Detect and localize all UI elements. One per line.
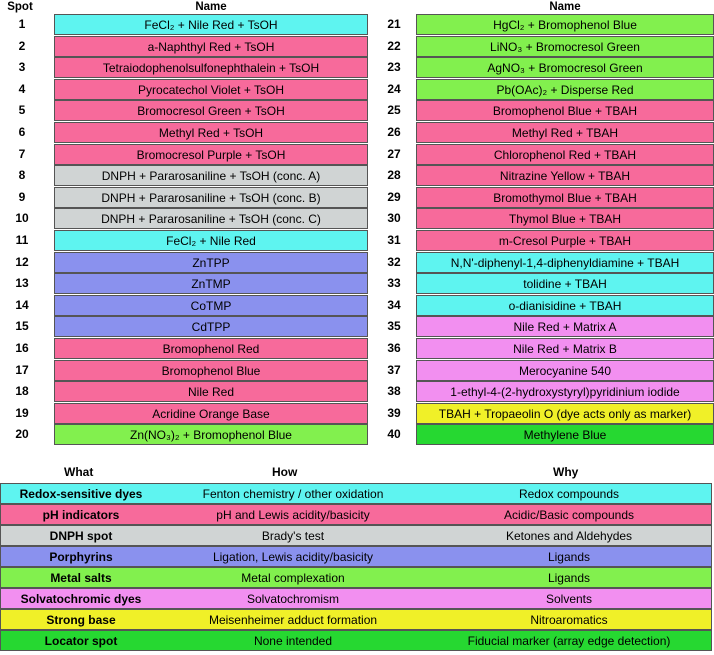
spot-number: 30 [387, 211, 401, 226]
legend-row [0, 504, 712, 525]
legend-why: Ligands [547, 571, 591, 585]
spot-name: Bromothymol Blue + TBAH [416, 187, 714, 208]
spot-number: 1 [18, 17, 26, 31]
legend-why: Solvents [545, 592, 593, 606]
spot-number: 26 [387, 125, 401, 139]
spot-number: 31 [387, 233, 401, 247]
spot-name: DNPH + Pararosaniline + TsOH (conc. B) [54, 187, 368, 208]
spot-name: Chlorophenol Red + TBAH [416, 144, 714, 165]
legend-row [0, 630, 712, 651]
spot-number: 39 [387, 405, 401, 420]
spot-number: 40 [387, 427, 401, 442]
why-column-header: Why [553, 465, 579, 479]
legend-how: Metal complexation [241, 571, 345, 585]
spot-number: 29 [387, 189, 401, 204]
spot-number: 22 [387, 38, 401, 53]
spot-number: 36 [387, 341, 401, 355]
spot-name: Nile Red + Matrix B [416, 338, 714, 359]
spot-number: 6 [18, 125, 26, 139]
legend-why: Nitroaromatics [530, 613, 608, 627]
spot-number: 15 [15, 319, 29, 334]
name-column-header: Name [195, 1, 227, 13]
spot-number: 12 [15, 254, 29, 269]
spot-number: 23 [387, 60, 401, 75]
spot-name: DNPH + Pararosaniline + TsOH (conc. C) [54, 208, 368, 229]
legend-header [0, 462, 714, 482]
spot-name: Acridine Orange Base [54, 403, 368, 424]
spot-table-right-header [372, 0, 714, 14]
spot-name: ZnTMP [54, 273, 368, 294]
spot-number: 24 [387, 81, 401, 96]
legend-row [0, 609, 712, 630]
spot-name: TBAH + Tropaeolin O (dye acts only as marker) [416, 403, 714, 424]
spot-number: 20 [15, 427, 29, 442]
legend-row [0, 525, 712, 546]
spot-name: Bromocresol Green + TsOH [54, 100, 368, 121]
spot-name: o-dianisidine + TBAH [416, 295, 714, 316]
spot-name: m-Cresol Purple + TBAH [416, 230, 714, 251]
spot-name: a-Naphthyl Red + TsOH [54, 36, 368, 57]
legend-why: Acidic/Basic compounds [503, 508, 635, 522]
spot-number: 28 [387, 168, 401, 183]
legend-what: Redox-sensitive dyes [19, 487, 143, 501]
legend-what: DNPH spot [49, 529, 113, 543]
legend-what: Metal salts [50, 571, 112, 585]
spot-name: Bromocresol Purple + TsOH [54, 144, 368, 165]
legend-row [0, 483, 712, 504]
spot-number: 5 [18, 103, 26, 118]
spot-number: 16 [15, 341, 29, 355]
legend-how: Ligation, Lewis acidity/basicity [212, 550, 374, 564]
spot-name: Zn(NO₃)₂ + Bromophenol Blue [54, 424, 368, 445]
legend-what: Locator spot [44, 634, 118, 648]
spot-name: ZnTPP [54, 252, 368, 273]
spot-number: 11 [15, 233, 29, 247]
spot-name: AgNO₃ + Bromocresol Green [416, 57, 714, 78]
spot-number: 8 [18, 168, 26, 183]
legend-how: pH and Lewis acidity/basicity [216, 508, 370, 522]
spot-name: FeCl₂ + Nile Red [54, 230, 368, 251]
legend-what: pH indicators [42, 508, 120, 522]
legend-why: Ketones and Aldehydes [505, 529, 633, 543]
legend-how: Brady's test [261, 529, 325, 543]
spot-number: 27 [387, 146, 401, 161]
spot-name: Methyl Red + TBAH [416, 122, 714, 143]
spot-name: CoTMP [54, 295, 368, 316]
spot-number: 19 [15, 405, 29, 420]
spot-name: Tetraiodophenolsulfonephthalein + TsOH [54, 57, 368, 78]
spot-name: HgCl₂ + Bromophenol Blue [416, 14, 714, 35]
spot-name: Nile Red [54, 381, 368, 402]
spot-name: Bromophenol Red [54, 338, 368, 359]
legend-table [0, 462, 714, 655]
spot-number: 33 [387, 276, 401, 291]
legend-row [0, 567, 712, 588]
how-column-header: How [272, 465, 298, 479]
spot-number: 4 [18, 81, 26, 96]
spot-number: 21 [387, 17, 401, 31]
spot-number: 7 [18, 146, 26, 161]
spot-name: Pb(OAc)₂ + Disperse Red [416, 79, 714, 100]
spot-number: 35 [387, 319, 401, 334]
spot-name: Thymol Blue + TBAH [416, 208, 714, 229]
spot-name: Methyl Red + TsOH [54, 122, 368, 143]
spot-name: 1-ethyl-4-(2-hydroxystyryl)pyridinium iodide [416, 381, 714, 402]
spot-number: 3 [18, 60, 26, 75]
spot-number: 25 [387, 103, 401, 118]
legend-why: Ligands [547, 550, 591, 564]
spot-name: N,N'-diphenyl-1,4-diphenyldiamine + TBAH [416, 252, 714, 273]
spot-number: 38 [387, 384, 401, 399]
legend-how: Solvatochromism [246, 592, 340, 606]
spot-number: 10 [15, 211, 29, 226]
legend-why: Fiducial marker (array edge detection) [467, 634, 671, 648]
spot-column-header: Spot [7, 1, 33, 13]
spot-number: 17 [15, 362, 29, 377]
spot-name: CdTPP [54, 316, 368, 337]
spot-table-left-header [0, 0, 368, 14]
legend-why: Redox compounds [518, 487, 620, 501]
spot-number: 14 [15, 297, 29, 312]
spot-name: Pyrocatechol Violet + TsOH [54, 79, 368, 100]
spot-number: 9 [18, 189, 26, 204]
spot-name: LiNO₃ + Bromocresol Green [416, 36, 714, 57]
spot-name: Nile Red + Matrix A [416, 316, 714, 337]
spot-name: Bromophenol Blue + TBAH [416, 100, 714, 121]
legend-what: Solvatochromic dyes [20, 592, 142, 606]
legend-row [0, 546, 712, 567]
spot-name: Merocyanine 540 [416, 360, 714, 381]
spot-name: FeCl₂ + Nile Red + TsOH [54, 14, 368, 35]
legend-how: None intended [253, 634, 333, 648]
legend-how: Meisenheimer adduct formation [208, 613, 378, 627]
legend-how: Fenton chemistry / other oxidation [202, 487, 384, 501]
spot-number: 13 [15, 276, 29, 291]
name-column-header: Name [549, 1, 581, 13]
spot-name: Methylene Blue [416, 424, 714, 445]
legend-row [0, 588, 712, 609]
spot-name: Bromophenol Blue [54, 360, 368, 381]
legend-what: Porphyrins [49, 550, 113, 564]
spot-name: tolidine + TBAH [416, 273, 714, 294]
spot-number: 32 [387, 254, 401, 269]
spot-name: DNPH + Pararosaniline + TsOH (conc. A) [54, 165, 368, 186]
spot-number: 2 [18, 38, 26, 53]
spot-number: 18 [15, 384, 29, 399]
what-column-header: What [64, 465, 94, 479]
spot-number: 37 [387, 362, 401, 377]
spot-name: Nitrazine Yellow + TBAH [416, 165, 714, 186]
legend-what: Strong base [46, 613, 116, 627]
spot-number: 34 [387, 297, 401, 312]
